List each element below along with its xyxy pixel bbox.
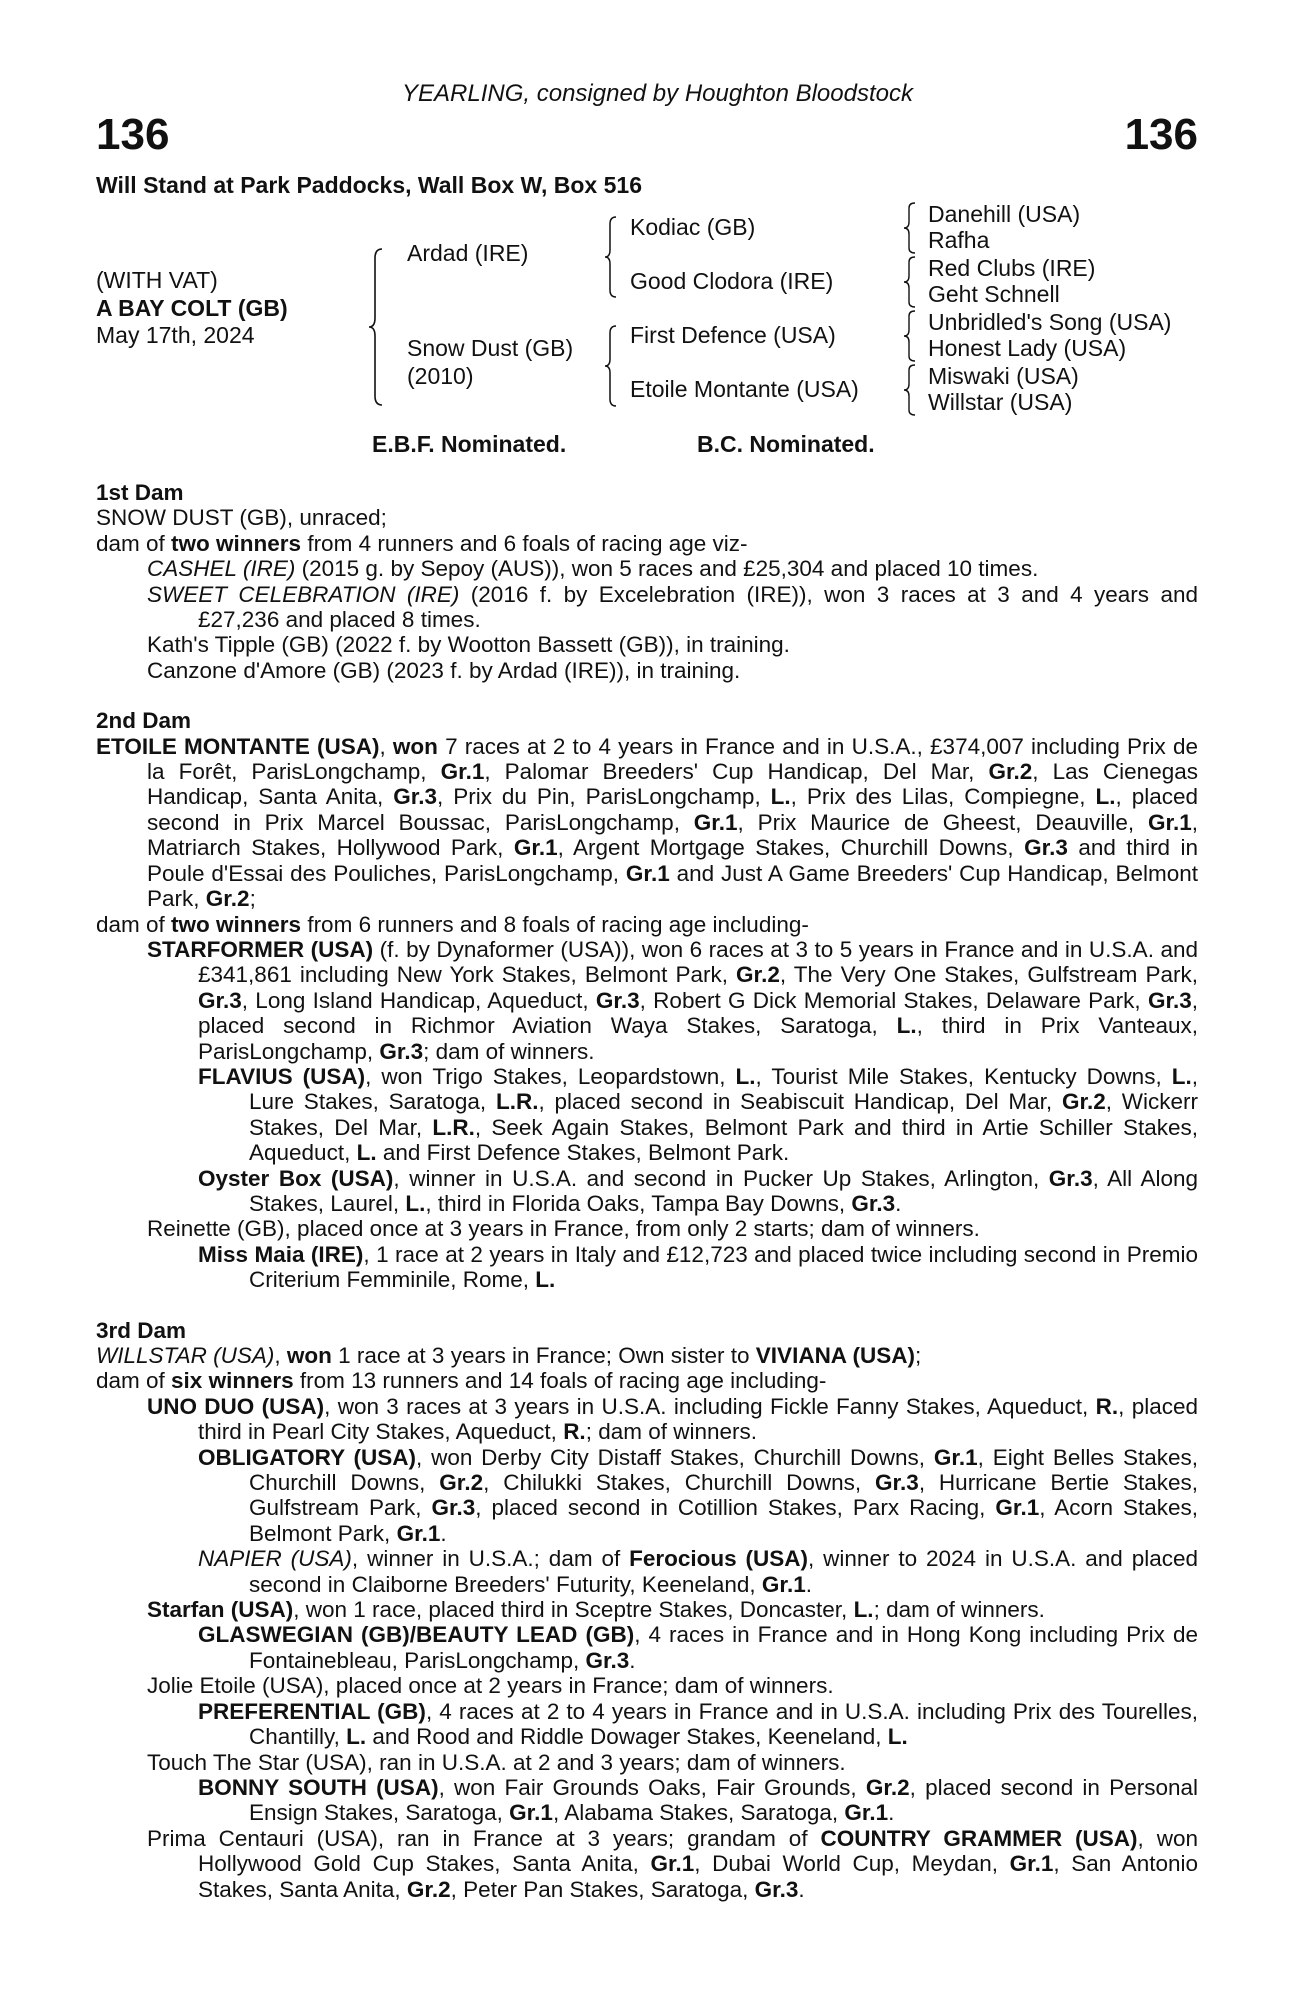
text: , won Trigo Stakes, Leopardstown, xyxy=(365,1063,736,1089)
bold-text: Oyster Box (USA) xyxy=(198,1165,394,1191)
text: , won 3 races at 3 years in U.S.A. including Fickle Fanny Stakes, Aqueduct, xyxy=(324,1393,1096,1419)
bold-text: Gr.3 xyxy=(875,1470,919,1496)
bold-text: Gr.2 xyxy=(1061,1089,1106,1115)
bold-text: R. xyxy=(563,1419,586,1445)
text: , Matriarch Stakes, Hollywood Park, xyxy=(147,809,1198,861)
text: , Argent Mortgage Stakes, Churchill Downs, xyxy=(557,835,1025,861)
ancestor: Geht Schnell xyxy=(928,281,1060,307)
ancestor: Miswaki (USA) xyxy=(928,363,1079,389)
text: , Eight Belles Stakes, Churchill Downs, xyxy=(249,1444,1198,1496)
text: , winner in U.S.A. and second in Pucker Up Stakes, Arlington, xyxy=(393,1165,1049,1191)
bold-text: Gr.3 xyxy=(393,784,438,810)
bold-text: L. xyxy=(1095,784,1116,810)
ancestor: Rafha xyxy=(928,227,990,253)
bc-nomination: B.C. Nominated. xyxy=(697,431,875,457)
produce-record xyxy=(96,1166,1198,1217)
produce-record xyxy=(96,1394,1198,1445)
text: , Seek Again Stakes, Belmont Park and third in Artie Schiller Stakes, Aqueduct, xyxy=(249,1114,1198,1166)
bold-text: Gr.1 xyxy=(1009,1851,1054,1877)
produce-record xyxy=(96,1750,1198,1775)
bold-text: Gr.2 xyxy=(406,1876,451,1902)
bold-text: GLASWEGIAN (GB)/BEAUTY LEAD (GB) xyxy=(198,1622,635,1648)
text: (f. by Dynaformer (USA)), won 6 races at 3 to 5 years in France and in U.S.A. and £341,861 including New York Stakes, Belmont Park, xyxy=(198,936,1198,988)
bold-text: FLAVIUS (USA) xyxy=(198,1063,366,1089)
bold-text: R. xyxy=(1095,1393,1119,1419)
text: from 6 runners and 8 foals of racing age including- xyxy=(301,911,809,937)
text: , The Very One Stakes, Gulfstream Park, xyxy=(779,962,1198,988)
bold-text: Gr.1 xyxy=(1147,809,1192,835)
text: , placed second in Prix Marcel Boussac, ParisLongchamp, xyxy=(147,784,1198,835)
italic-text: WILLSTAR (USA) xyxy=(96,1343,275,1368)
bold-text: Gr.1 xyxy=(513,835,558,861)
bold-text: Gr.1 xyxy=(693,809,738,835)
produce-record xyxy=(96,1064,1198,1166)
text: Reinette (GB), placed once at 3 years in France, from only 2 starts; dam of winners. xyxy=(147,1216,980,1242)
bold-text: L. xyxy=(1171,1063,1192,1089)
text: . xyxy=(629,1647,636,1673)
text: and third in Poule d'Essai des Pouliches, ParisLongchamp, xyxy=(147,835,1199,886)
text: , third in Florida Oaks, Tampa Bay Downs, xyxy=(425,1190,852,1216)
bold-text: UNO DUO (USA) xyxy=(147,1393,325,1419)
bold-text: Gr.3 xyxy=(754,1876,799,1902)
produce-record xyxy=(96,505,1198,530)
text: Prima Centauri (USA), ran in France at 3 years; grandam of xyxy=(147,1825,821,1851)
bold-text: Gr.3 xyxy=(1147,987,1192,1013)
italic-text: CASHEL (IRE) xyxy=(147,556,296,582)
text: ; dam of winners. xyxy=(873,1597,1045,1623)
text: and Just A Game Breeders' Cup Handicap, Belmont Park, xyxy=(147,860,1198,912)
bold-text: L.R. xyxy=(432,1114,475,1140)
text: , winner to 2024 in U.S.A. and placed second in Claiborne Breeders' Futurity, Keeneland, xyxy=(249,1546,1198,1597)
text: , placed second in Personal Ensign Stakes, Saratoga, xyxy=(249,1774,1198,1826)
text: ; xyxy=(249,886,256,912)
produce-record xyxy=(96,582,1198,633)
text: , 1 race at 2 years in Italy and £12,723 and placed twice including second in Premio Criterium Femminile, Rome, xyxy=(249,1241,1198,1293)
bold-text: L. xyxy=(346,1724,367,1750)
bold-text: Gr.1 xyxy=(625,860,670,886)
text: dam of xyxy=(96,1368,172,1394)
dam-dam: Etoile Montante (USA) xyxy=(630,376,859,402)
lot-number-left: 136 xyxy=(96,110,170,159)
produce-record xyxy=(96,1775,1198,1826)
bold-text: Gr.1 xyxy=(650,1851,695,1877)
text: dam of xyxy=(96,911,172,937)
bold-text: PREFERENTIAL (GB) xyxy=(198,1698,426,1724)
text: , Prix du Pin, ParisLongchamp, xyxy=(437,784,771,810)
bold-text: L. xyxy=(770,784,791,810)
bold-text: COUNTRY GRAMMER (USA) xyxy=(820,1825,1138,1851)
dam-year: (2010) xyxy=(407,363,474,389)
produce-record xyxy=(96,1622,1198,1673)
text: . xyxy=(895,1190,902,1216)
bold-text: won xyxy=(286,1343,332,1368)
text: , placed third in Pearl City Stakes, Aqueduct, xyxy=(198,1393,1198,1445)
pedigree-brace xyxy=(903,202,917,254)
ancestor: Honest Lady (USA) xyxy=(928,335,1127,361)
pedigree-brace xyxy=(368,248,384,406)
bold-text: Gr.2 xyxy=(988,759,1033,785)
text: and Rood and Riddle Dowager Stakes, Keeneland, xyxy=(366,1724,888,1750)
section-heading: 2nd Dam xyxy=(96,708,192,734)
dam-section xyxy=(96,1318,1198,1902)
text: , xyxy=(379,733,393,759)
text: , third in Prix Vanteaux, ParisLongchamp, xyxy=(198,1013,1198,1064)
produce-record xyxy=(96,1546,1198,1597)
produce-record xyxy=(96,734,1198,912)
text: , Prix des Lilas, Compiegne, xyxy=(790,784,1096,810)
text: ; dam of winners. xyxy=(585,1419,758,1445)
text: Touch The Star (USA), ran in U.S.A. at 2 and 3 years; dam of winners. xyxy=(147,1749,846,1775)
dam-sire: First Defence (USA) xyxy=(630,322,836,348)
lot-number-right: 136 xyxy=(1124,110,1198,159)
text: , Long Island Handicap, Aqueduct, xyxy=(241,987,596,1013)
bold-text: Gr.2 xyxy=(736,962,780,988)
text: . xyxy=(798,1876,805,1902)
bold-text: won xyxy=(392,733,438,759)
text: , Robert G Dick Memorial Stakes, Delaware Park, xyxy=(639,987,1148,1013)
text: , 4 races at 2 to 4 years in France and in U.S.A. including Prix des Tourelles, Chantilly, xyxy=(249,1698,1199,1750)
bold-text: Gr.1 xyxy=(844,1800,889,1826)
vat-note: (WITH VAT) xyxy=(96,267,218,293)
bold-text: Ferocious (USA) xyxy=(629,1546,809,1572)
bold-text: L. xyxy=(887,1724,908,1750)
text: , Lure Stakes, Saratoga, xyxy=(249,1063,1198,1115)
bold-text: Gr.3 xyxy=(1024,835,1068,861)
text: 1 race at 3 years in France; Own sister to xyxy=(331,1343,756,1368)
ebf-nomination: E.B.F. Nominated. xyxy=(372,431,567,457)
bold-text: ETOILE MONTANTE (USA) xyxy=(96,733,380,759)
bold-text: Gr.1 xyxy=(440,759,485,785)
text: , winner in U.S.A.; dam of xyxy=(351,1546,630,1572)
text: , placed second in Seabiscuit Handicap, Del Mar, xyxy=(538,1089,1062,1115)
sire-sire: Kodiac (GB) xyxy=(630,214,756,240)
pedigree-brace xyxy=(604,216,618,298)
bold-text: two winners xyxy=(171,530,302,556)
bold-text: BONNY SOUTH (USA) xyxy=(198,1774,439,1800)
text: . xyxy=(888,1800,895,1826)
text: 7 races at 2 to 4 years in France and in U.S.A., £374,007 including Prix de la Forêt, ParisLongchamp, xyxy=(147,733,1198,785)
ancestor: Danehill (USA) xyxy=(928,201,1081,227)
bold-text: Starfan (USA) xyxy=(147,1597,294,1623)
dam: Snow Dust (GB) xyxy=(407,335,574,361)
text: , Chilukki Stakes, Churchill Downs, xyxy=(483,1470,876,1496)
text: , San Antonio Stakes, Santa Anita, xyxy=(198,1851,1198,1902)
bold-text: Gr.2 xyxy=(439,1470,484,1496)
text: , won Fair Grounds Oaks, Fair Grounds, xyxy=(438,1774,866,1800)
text: ; dam of winners. xyxy=(423,1038,595,1064)
produce-record xyxy=(96,1368,1198,1393)
dam-section xyxy=(96,708,1198,1292)
bold-text: L. xyxy=(896,1013,917,1039)
produce-record xyxy=(96,1699,1198,1750)
produce-record xyxy=(96,556,1198,581)
text: Jolie Etoile (USA), placed once at 2 years in France; dam of winners. xyxy=(147,1673,834,1699)
text: , won Derby City Distaff Stakes, Churchill Downs, xyxy=(416,1444,934,1470)
bold-text: L. xyxy=(853,1597,874,1623)
text: . xyxy=(805,1571,812,1597)
text: , Prix Maurice de Gheest, Deauville, xyxy=(737,809,1148,835)
section-heading: 1st Dam xyxy=(96,480,184,505)
text: , Wickerr Stakes, Del Mar, xyxy=(249,1089,1198,1140)
sire-dam: Good Clodora (IRE) xyxy=(630,268,834,294)
section-heading: 3rd Dam xyxy=(96,1317,187,1343)
produce-record xyxy=(96,658,1198,683)
produce-record xyxy=(96,1242,1198,1293)
text: , 4 races in France and in Hong Kong including Prix de Fontainebleau, ParisLongchamp, xyxy=(249,1622,1198,1673)
text: (2015 g. by Sepoy (AUS)), won 5 races and £25,304 and placed 10 times. xyxy=(295,556,1039,582)
text: from 4 runners and 6 foals of racing age viz- xyxy=(301,530,748,556)
text: , Acorn Stakes, Belmont Park, xyxy=(249,1495,1198,1546)
bold-text: Gr.3 xyxy=(198,987,242,1013)
ancestor: Unbridled's Song (USA) xyxy=(928,309,1172,335)
bold-text: L.R. xyxy=(495,1089,539,1115)
text: . xyxy=(440,1520,447,1546)
ancestor: Willstar (USA) xyxy=(928,389,1073,415)
bold-text: Gr.1 xyxy=(761,1571,806,1597)
text: and First Defence Stakes, Belmont Park. xyxy=(376,1140,790,1166)
bold-text: OBLIGATORY (USA) xyxy=(198,1444,416,1470)
produce-record xyxy=(96,1343,1198,1368)
bold-text: Gr.3 xyxy=(585,1647,630,1673)
bold-text: Gr.3 xyxy=(379,1038,424,1064)
bold-text: STARFORMER (USA) xyxy=(147,936,374,962)
text: , Hurricane Bertie Stakes, Gulfstream Park, xyxy=(249,1470,1199,1521)
bold-text: Gr.1 xyxy=(995,1495,1040,1521)
bold-text: Gr.1 xyxy=(396,1520,441,1546)
bold-text: L. xyxy=(356,1140,377,1166)
text: , won 1 race, placed third in Sceptre Stakes, Doncaster, xyxy=(293,1597,854,1623)
bold-text: Gr.3 xyxy=(1048,1165,1093,1191)
text: ; xyxy=(914,1343,922,1368)
bold-text: VIVIANA (USA) xyxy=(755,1343,915,1368)
pedigree-brace xyxy=(903,310,917,362)
produce-record xyxy=(96,1673,1198,1698)
bold-text: Gr.2 xyxy=(205,886,250,912)
produce-record xyxy=(96,912,1198,937)
ancestor: Red Clubs (IRE) xyxy=(928,255,1096,281)
italic-text: SWEET CELEBRATION (IRE) xyxy=(147,581,460,607)
bold-text: L. xyxy=(735,1063,756,1089)
bold-text: Gr.1 xyxy=(933,1444,978,1470)
text: , Alabama Stakes, Saratoga, xyxy=(552,1800,845,1826)
bold-text: L. xyxy=(405,1190,426,1216)
stabling-location: Will Stand at Park Paddocks, Wall Box W, Box 516 xyxy=(96,172,642,198)
sire: Ardad (IRE) xyxy=(407,240,529,266)
produce-record xyxy=(96,531,1198,556)
italic-text: NAPIER (USA) xyxy=(198,1546,352,1572)
text: (2016 f. by Excelebration (IRE)), won 3 races at 3 and 4 years and £27,236 and placed 8 times. xyxy=(198,581,1198,633)
pedigree-brace xyxy=(903,256,917,308)
pedigree-brace xyxy=(604,325,618,407)
bold-text: two winners xyxy=(171,911,302,937)
horse-name: A BAY COLT (GB) xyxy=(96,295,288,321)
foaling-date: May 17th, 2024 xyxy=(96,322,255,348)
text: , Palomar Breeders' Cup Handicap, Del Mar, xyxy=(484,759,989,785)
bold-text: Gr.2 xyxy=(865,1774,910,1800)
bold-text: Gr.3 xyxy=(595,987,640,1013)
text: Canzone d'Amore (GB) (2023 f. by Ardad (IRE)), in training. xyxy=(147,657,741,683)
text: , All Along Stakes, Laurel, xyxy=(249,1165,1199,1216)
text: , Dubai World Cup, Meydan, xyxy=(694,1851,1010,1877)
text: , Tourist Mile Stakes, Kentucky Downs, xyxy=(755,1063,1172,1089)
text: Kath's Tipple (GB) (2022 f. by Wootton Bassett (GB)), in training. xyxy=(147,632,790,658)
bold-text: Gr.3 xyxy=(851,1190,896,1216)
produce-record xyxy=(96,1216,1198,1241)
text: , won Hollywood Gold Cup Stakes, Santa Anita, xyxy=(198,1825,1198,1877)
dam-section xyxy=(96,480,1198,683)
produce-record xyxy=(96,632,1198,657)
text: , Las Cienegas Handicap, Santa Anita, xyxy=(147,759,1198,810)
text: from 13 runners and 14 foals of racing age including- xyxy=(293,1368,827,1394)
text: , placed second in Cotillion Stakes, Parx Racing, xyxy=(475,1495,996,1521)
produce-record xyxy=(96,937,1198,1064)
produce-record xyxy=(96,1597,1198,1622)
bold-text: Gr.3 xyxy=(431,1495,476,1521)
bold-text: Gr.1 xyxy=(509,1800,553,1826)
text: , placed second in Richmor Aviation Waya Stakes, Saratoga, xyxy=(198,987,1198,1039)
text: dam of xyxy=(96,530,172,556)
dam-line-details xyxy=(96,480,1198,1902)
catalogue-header: YEARLING, consigned by Houghton Bloodstock xyxy=(402,80,913,107)
produce-record xyxy=(96,1826,1198,1902)
bold-text: six winners xyxy=(171,1368,294,1394)
produce-record xyxy=(96,1445,1198,1547)
bold-text: L. xyxy=(535,1267,556,1293)
text: , xyxy=(274,1343,287,1368)
bold-text: Miss Maia (IRE) xyxy=(198,1241,364,1267)
text: SNOW DUST (GB), unraced; xyxy=(96,505,387,531)
pedigree-brace xyxy=(903,364,917,416)
text: , Peter Pan Stakes, Saratoga, xyxy=(450,1876,755,1902)
